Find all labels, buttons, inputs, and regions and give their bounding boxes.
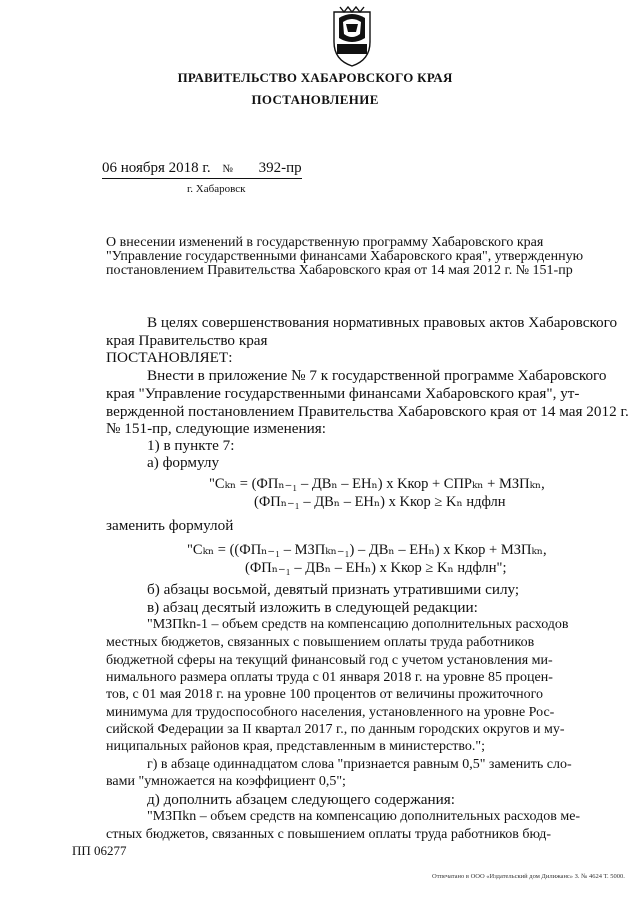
formula-1-line-1: "Cₖₙ = (ФПₙ₋₁ – ДВₙ – ЕНₙ) x Kкор + СПРₖₙ + МЗПₖₙ,	[209, 476, 545, 492]
body-line: вержденной постановлением Правительства Хабаровского края от 14 мая 2012 г.	[106, 403, 629, 420]
quote-line: ниципальных районов края, представленным в министерство.";	[106, 739, 486, 754]
quote-line: местных бюджетов, связанных с повышением оплаты труда работников	[106, 635, 535, 650]
date-number-line	[102, 160, 302, 179]
item-a: а) формулу	[147, 454, 220, 471]
item-d-line: г) в абзаце одиннадцатом слова "признается равным 0,5" заменить сло-	[147, 757, 572, 772]
number-sign: №	[222, 163, 233, 175]
quote-line: минимума для трудоспособного населения, установленного на уровне Рос-	[106, 705, 555, 720]
body-line: края "Управление государственными финансами Хабаровского края", ут-	[106, 385, 580, 402]
formula-1-line-2: (ФПₙ₋₁ – ДВₙ – ЕНₙ) x Kкор ≥ Kₙ ндфлн	[254, 494, 506, 510]
quote-line: сийской Федерации за II квартал 2017 г., по данным городских округов и му-	[106, 722, 565, 737]
formula-2-line-2: (ФПₙ₋₁ – ДВₙ – ЕНₙ) x Kкор ≥ Kₙ ндфлн";	[245, 560, 507, 576]
document-number: 392-пр	[258, 160, 302, 176]
quote-line: нимального размера оплаты труда с 01 января 2018 г. на уровне 85 процен-	[106, 670, 553, 685]
body-line: № 151-пр, следующие изменения:	[106, 420, 326, 437]
quote-line: "МЗПkn-1 – объем средств на компенсацию дополнительных расходов	[147, 617, 569, 632]
document-type: ПОСТАНОВЛЕНИЕ	[251, 92, 379, 107]
quote-line: "МЗПkn – объем средств на компенсацию дополнительных расходов ме-	[147, 809, 581, 824]
quote-line: тов, с 01 мая 2018 г. на уровне 100 процентов от величины прожиточного	[106, 687, 543, 702]
title-line: О внесении изменений в государственную программу Хабаровского края	[106, 235, 544, 250]
title-line: постановлением Правительства Хабаровского края от 14 мая 2012 г. № 151-пр	[106, 263, 573, 278]
item-e: д) дополнить абзацем следующего содержания:	[147, 791, 455, 808]
body-line: края Правительство края	[106, 332, 268, 349]
print-imprint: Отпечатано в ООО «Издательский дом Дилижанс» З. № 4624 Т. 5000.	[432, 873, 625, 880]
document-code: ПП 06277	[72, 843, 127, 858]
quote-line: бюджетной сферы на текущий финансовый год с учетом установления ми-	[106, 653, 553, 668]
document-date: 06 ноября 2018 г.	[102, 160, 211, 176]
document-city: г. Хабаровск	[187, 183, 246, 195]
item-c: в) абзац десятый изложить в следующей редакции:	[147, 599, 478, 616]
item-b: б) абзацы восьмой, девятый признать утратившими силу;	[147, 581, 520, 598]
resolves-heading: ПОСТАНОВЛЯЕТ:	[106, 349, 233, 366]
title-line: "Управление государственными финансами Хабаровского края", утвержденную	[106, 249, 584, 264]
replace-with-text: заменить формулой	[106, 517, 234, 534]
body-line: Внести в приложение № 7 к государственной программе Хабаровского	[147, 367, 607, 384]
formula-2-line-1: "Cₖₙ = ((ФПₙ₋₁ – МЗПₖₙ₋₁) – ДВₙ – ЕНₙ) x Kкор + МЗПₖₙ,	[187, 542, 547, 558]
quote-line: стных бюджетов, связанных с повышением оплаты труда работников бюд-	[106, 827, 551, 842]
item-1: 1) в пункте 7:	[147, 437, 235, 454]
khabarovsk-coat-of-arms-icon	[330, 4, 374, 68]
organization-name: ПРАВИТЕЛЬСТВО ХАБАРОВСКОГО КРАЯ	[177, 70, 453, 85]
item-d-line: вами "умножается на коэффициент 0,5";	[106, 774, 346, 789]
body-line: В целях совершенствования нормативных правовых актов Хабаровского	[147, 314, 618, 331]
